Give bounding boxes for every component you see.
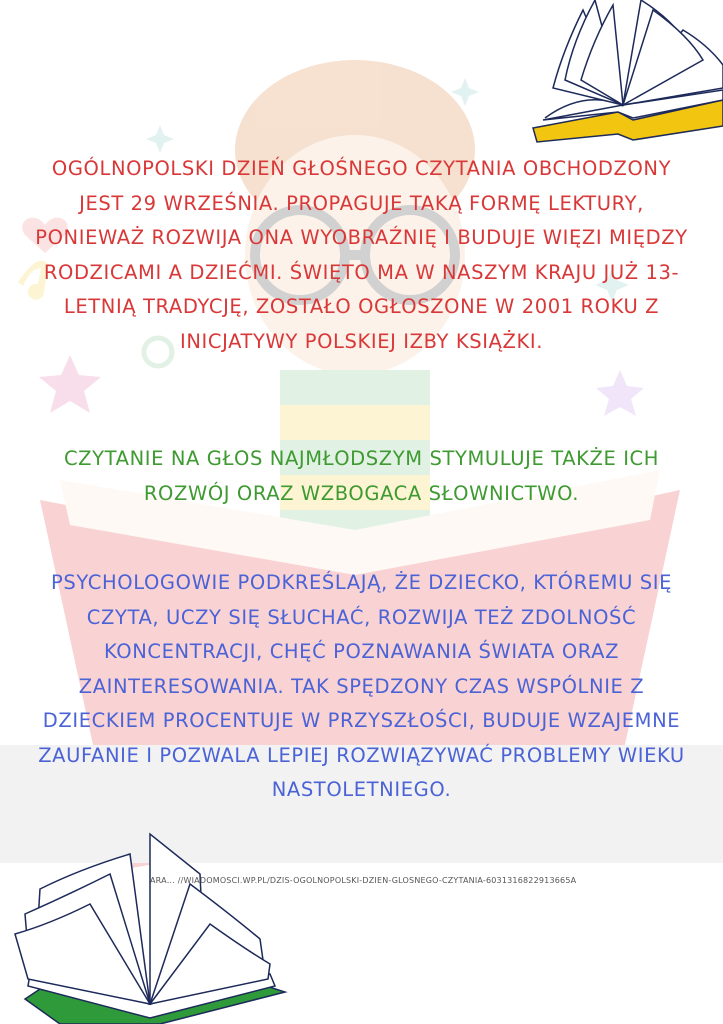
benefits-paragraph: CZYTANIE NA GŁOS NAJMŁODSZYM STYMULUJE TAKŻE ICH ROZWÓJ ORAZ WZBOGACA SŁOWNICTWO. <box>63 447 660 505</box>
open-book-icon <box>0 814 300 1024</box>
source-link[interactable]: ARA… //WIADOMOSCI.WP.PL/DZIS-OGOLNOPOLSKI-DZIEN-GLOSNEGO-CZYTANIA-6031316822913665A <box>150 876 577 885</box>
intro-paragraph: OGÓLNOPOLSKI DZIEŃ GŁOŚNEGO CZYTANIA OBCHODZONY JEST 29 WRZEŚNIA. PROPAGUJE TAKĄ FORMĘ LEKTURY, PONIEWAŻ ROZWIJA ONA WYOBRAŹNIĘ I BUDUJE WIĘZI MIĘDZY RODZICAMI A DZIEĆMI. ŚWIĘTO MA W NASZYM KRAJU JUŻ 13-LETNIĄ TRADYCJĘ, ZOSTAŁO OGŁOSZONE W 2001 ROKU Z INICJATYWY POLSKIEJ IZBY KSIĄŻKI. <box>35 157 688 353</box>
open-book-icon <box>523 0 723 150</box>
psychologists-paragraph: PSYCHOLOGOWIE PODKREŚLAJĄ, ŻE DZIECKO, KTÓREMU SIĘ CZYTA, UCZY SIĘ SŁUCHAĆ, ROZWIJA TEŻ ZDOLNOŚĆ KONCENTRACJI, CHĘĆ POZNAWANIA ŚWIATA ORAZ ZAINTERESOWANIA. TAK SPĘDZONY CZAS WSPÓLNIE Z DZIECKIEM PROCENTUJE W PRZYSZŁOŚCI, BUDUJE WZAJEMNE ZAUFANIE I POZWALA LEPIEJ ROZWIĄZYWAĆ PROBLEMY WIEKU NASTOLETNIEGO. <box>38 571 685 801</box>
